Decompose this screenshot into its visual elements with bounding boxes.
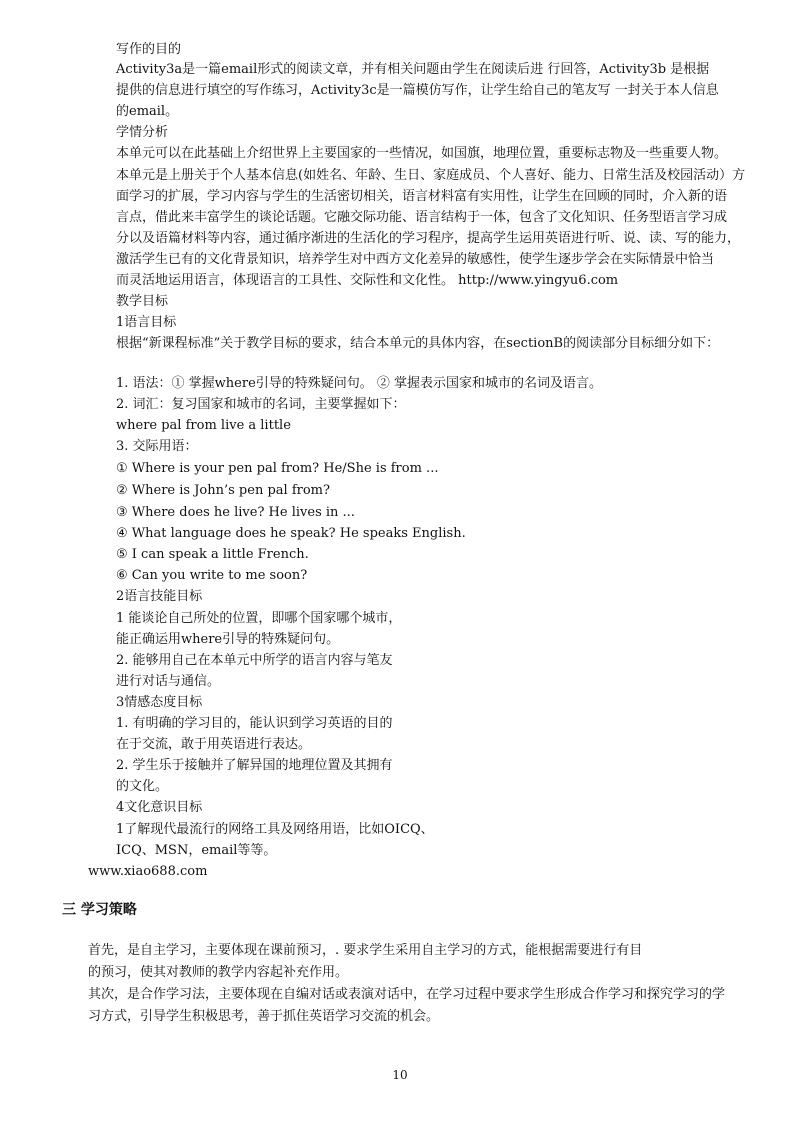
skill-goal-line: 进行对话与通信。 — [116, 674, 221, 689]
section-title-goals: 教学目标 — [116, 294, 169, 309]
attitude-goal-title: 3情感态度目标 — [116, 695, 203, 710]
analysis-line: 本单元可以在此基础上介绍世界上主要国家的一些情况，如国旗，地理位置，重要标志物及一些重要人物。 — [116, 146, 728, 161]
writing-line: 的email。 — [116, 104, 179, 119]
site-url: www.xiao688.com — [88, 864, 208, 879]
phrase-item: ① Where is your pen pal from? He/She is from ... — [116, 461, 439, 476]
skill-goal-title: 2语言技能目标 — [116, 589, 203, 604]
analysis-line: 而灵活地运用语言，体现语言的工具性、交际性和文化性。 http://www.yingyu6.com — [116, 273, 619, 288]
analysis-line: 面学习的扩展，学习内容与学生的生活密切相关，语言材料富有实用性，让学生在回顾的同时，介入新的语 — [116, 189, 728, 204]
writing-line: Activity3a是一篇email形式的阅读文章，并有相关问题由学生在阅读后进 行回答，Activity3b 是根据 — [116, 62, 710, 77]
culture-goal-title: 4文化意识目标 — [116, 800, 203, 815]
attitude-goal-line: 的文化。 — [116, 779, 169, 794]
analysis-line: 本单元是上册关于个人基本信息(如姓名、年龄、生日、家庭成员、个人喜好、能力、日常生活及校园活动）方 — [116, 168, 746, 183]
phrase-item: ⑥ Can you write to me soon? — [116, 568, 308, 583]
strategy-heading: 三 学习策略 — [62, 902, 137, 918]
phrase-item: ④ What language does he speak? He speaks English. — [116, 526, 466, 541]
strategy-line: 习方式，引导学生积极思考，善于抓住英语学习交流的机会。 — [88, 1009, 440, 1024]
attitude-goal-line: 2. 学生乐于接触并了解异国的地理位置及其拥有 — [116, 758, 393, 773]
section-title-analysis: 学情分析 — [116, 125, 169, 140]
vocab-line: 2. 词汇：复习国家和城市的名词，主要掌握如下： — [116, 397, 406, 412]
culture-goal-line: ICQ、MSN，email等等。 — [116, 843, 277, 858]
analysis-line: 分以及语篇材料等内容，通过循序渐进的生活化的学习程序，提高学生运用英语进行听、说、读、写的能力， — [116, 231, 741, 246]
analysis-line: 言点，借此来丰富学生的谈论话题。它融交际功能、语言结构于一体，包含了文化知识、任务型语言学习成 — [116, 210, 728, 225]
attitude-goal-line: 在于交流，敢于用英语进行表达。 — [116, 737, 312, 752]
grammar-line: 1. 语法：① 掌握where引导的特殊疑问句。 ② 掌握表示国家和城市的名词及语言。 — [116, 376, 603, 391]
attitude-goal-line: 1. 有明确的学习目的，能认识到学习英语的目的 — [116, 716, 393, 731]
analysis-line: 激活学生已有的文化背景知识，培养学生对中西方文化差异的敏感性，使学生逐步学会在实际情景中恰当 — [116, 252, 715, 267]
culture-goal-line: 1了解现代最流行的网络工具及网络用语，比如OICQ、 — [116, 822, 434, 837]
strategy-line: 的预习，使其对教师的教学内容起补充作用。 — [88, 965, 349, 980]
vocab-words: where pal from live a little — [116, 418, 291, 433]
skill-goal-line: 1 能谈论自己所处的位置，即哪个国家哪个城市， — [116, 611, 402, 626]
phrase-item: ③ Where does he live? He lives in ... — [116, 505, 355, 520]
skill-goal-line: 2. 能够用自己在本单元中所学的语言内容与笔友 — [116, 653, 393, 668]
language-goal-intro: 根据“新课程标准”关于教学目标的要求，结合本单元的具体内容，在sectionB的阅读部分目标细分如下： — [116, 336, 720, 351]
phrase-item: ⑤ I can speak a little French. — [116, 547, 309, 562]
language-goal-title: 1语言目标 — [116, 315, 177, 330]
phrase-item: ② Where is John’s pen pal from? — [116, 483, 330, 498]
skill-goal-line: 能正确运用where引导的特殊疑问句。 — [116, 632, 340, 647]
page-number: 10 — [392, 1068, 408, 1082]
strategy-line: 其次，是合作学习法，主要体现在自编对话或表演对话中，在学习过程中要求学生形成合作学习和探究学习的学 — [88, 987, 726, 1002]
phrases-title: 3. 交际用语： — [116, 439, 198, 454]
section-title-writing: 写作的目的 — [116, 42, 182, 57]
writing-line: 提供的信息进行填空的写作练习，Activity3c是一篇模仿写作，让学生给自己的笔友写 一封关于本人信息 — [116, 83, 719, 98]
strategy-line: 首先，是自主学习，主要体现在课前预习，. 要求学生采用自主学习的方式，能根据需要进行有目 — [88, 943, 643, 958]
